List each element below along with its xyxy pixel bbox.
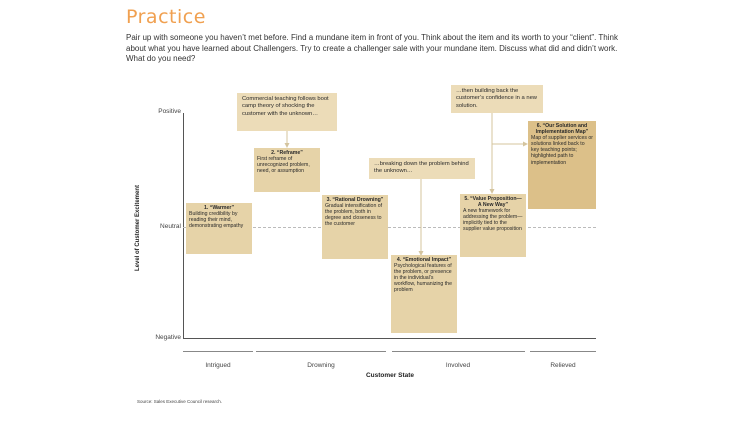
step-5-title: 5. “Value Proposition— A New Way” [464, 196, 522, 209]
callout-commercial-teaching: Commercial teaching follows boot camp theory of shocking the customer with the unknown… [237, 93, 337, 131]
step-3-title: 3. “Rational Drowning” [326, 197, 384, 203]
step-1-title: 1. “Warmer” [203, 205, 235, 211]
stage-label-drowning: Drowning [307, 362, 335, 369]
tick-positive: Positive [158, 108, 181, 115]
step-2-reframe [254, 148, 320, 192]
step-1-warmer [186, 203, 252, 254]
instructions-text: Pair up with someone you haven’t met before. Find a mundane item in front of you. Think about the item and its worth to your “client”. Think about what you have learned about Challengers. Try to create a challenger sale with your mundane item. Discuss what did and didn’t work. What do you need? [126, 33, 618, 63]
stage-segment-involved [392, 351, 525, 352]
x-axis-label: Customer State [365, 372, 415, 379]
callout-building-back: …then building back the customer’s confidence in a new solution. [451, 85, 543, 113]
y-axis-label: Level of Customer Excitement [135, 184, 141, 272]
step-3-rational-drowning [322, 195, 388, 259]
step-2-body: First reframe of unrecognized problem, need, or assumption [257, 156, 310, 175]
stage-label-relieved: Relieved [550, 362, 576, 369]
stage-segment-relieved [530, 351, 596, 352]
step-1-body: Building credibility by reading their mind, demonstrating empathy [189, 211, 244, 230]
tick-negative: Negative [155, 334, 181, 341]
step-4-body: Psychological features of the problem, or presence in the individual’s workflow, humanizing the problem [394, 263, 452, 294]
step-6-solution-map [528, 121, 596, 209]
step-6-title: 6. “Our Solution and Implementation Map” [535, 123, 589, 136]
step-2-title: 2. “Reframe” [271, 150, 303, 156]
y-axis-line [183, 113, 184, 339]
step-5-body: A new framework for addressing the problem—implicitly tied to the supplier value proposition [463, 208, 523, 233]
callout-breaking-down: …breaking down the problem behind the unknown… [369, 158, 475, 179]
source-note: Source: Sales Executive Council research. [137, 399, 223, 404]
tick-neutral: Neutral [160, 223, 181, 230]
step-4-title: 4. “Emotional Impact” [396, 257, 452, 263]
stage-segment-intrigued [183, 351, 253, 352]
step-5-value-proposition [460, 194, 526, 257]
stage-label-intrigued: Intrigued [205, 362, 231, 369]
stage-segment-drowning [256, 351, 386, 352]
x-axis-line [183, 338, 596, 339]
step-4-emotional-impact [391, 255, 457, 333]
step-3-body: Gradual intensification of the problem, both in degree and closeness to the customer [325, 203, 383, 228]
step-6-body: Map of supplier services or solutions linked back to key teaching points; highlighted path to implementation [531, 135, 593, 166]
page-title: Practice [126, 6, 206, 28]
stage-label-involved: Involved [445, 362, 471, 369]
